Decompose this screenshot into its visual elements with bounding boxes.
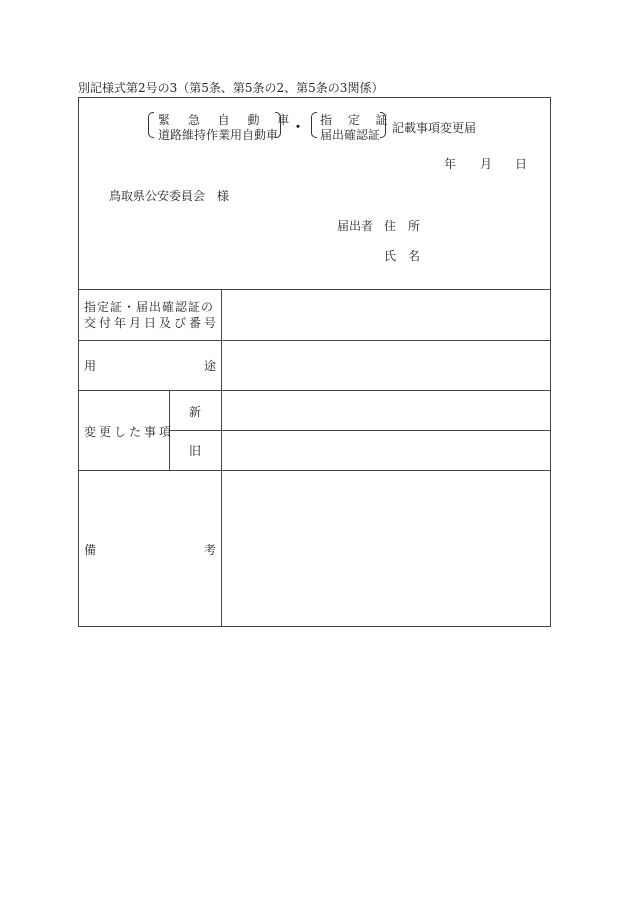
right-bracket-icon	[275, 112, 281, 138]
new-value-field[interactable]	[222, 391, 551, 430]
remarks-field[interactable]	[222, 471, 551, 626]
left-bracket-icon	[311, 112, 317, 138]
purpose-field[interactable]	[222, 341, 551, 390]
purpose-label-end: 途	[204, 359, 217, 373]
form-frame	[78, 97, 551, 627]
form-id: 別記様式第2号の3（第5条、第5条の2、第5条の3関係）	[78, 81, 384, 95]
vehicle-type-road-maintenance: 道路維持作業用自動車	[158, 128, 279, 142]
vehicle-type-emergency: 緊 急 自 動 車	[158, 113, 297, 127]
issue-date-number-label-2: 交付年月日及び番号	[84, 316, 220, 330]
left-bracket-icon	[148, 112, 154, 138]
old-label: 旧	[189, 444, 202, 458]
remarks-label-end: 考	[204, 543, 217, 557]
addressee: 鳥取県公安委員会 様	[109, 189, 230, 203]
issue-date-number-field[interactable]	[222, 290, 551, 340]
address-label: 住 所	[384, 219, 421, 233]
issue-date-number-label: 指定証・届出確認証の	[84, 300, 215, 314]
purpose-label-start: 用	[84, 359, 97, 373]
name-label: 氏 名	[384, 249, 421, 263]
new-label: 新	[189, 405, 202, 419]
right-bracket-icon	[380, 112, 386, 138]
changed-items-label: 変更した事項	[84, 425, 175, 439]
certificate-type-confirmation: 届出確認証	[320, 128, 381, 142]
applicant-label: 届出者	[337, 219, 374, 233]
date-month-label: 月	[480, 157, 493, 171]
form-title-suffix: 記載事項変更届	[392, 121, 477, 135]
certificate-type-designation: 指 定 証	[320, 113, 394, 127]
separator-dot: ・	[291, 120, 305, 136]
old-value-field[interactable]	[222, 431, 551, 470]
date-year-label: 年	[444, 157, 457, 171]
remarks-label-start: 備	[84, 543, 97, 557]
date-day-label: 日	[515, 157, 528, 171]
